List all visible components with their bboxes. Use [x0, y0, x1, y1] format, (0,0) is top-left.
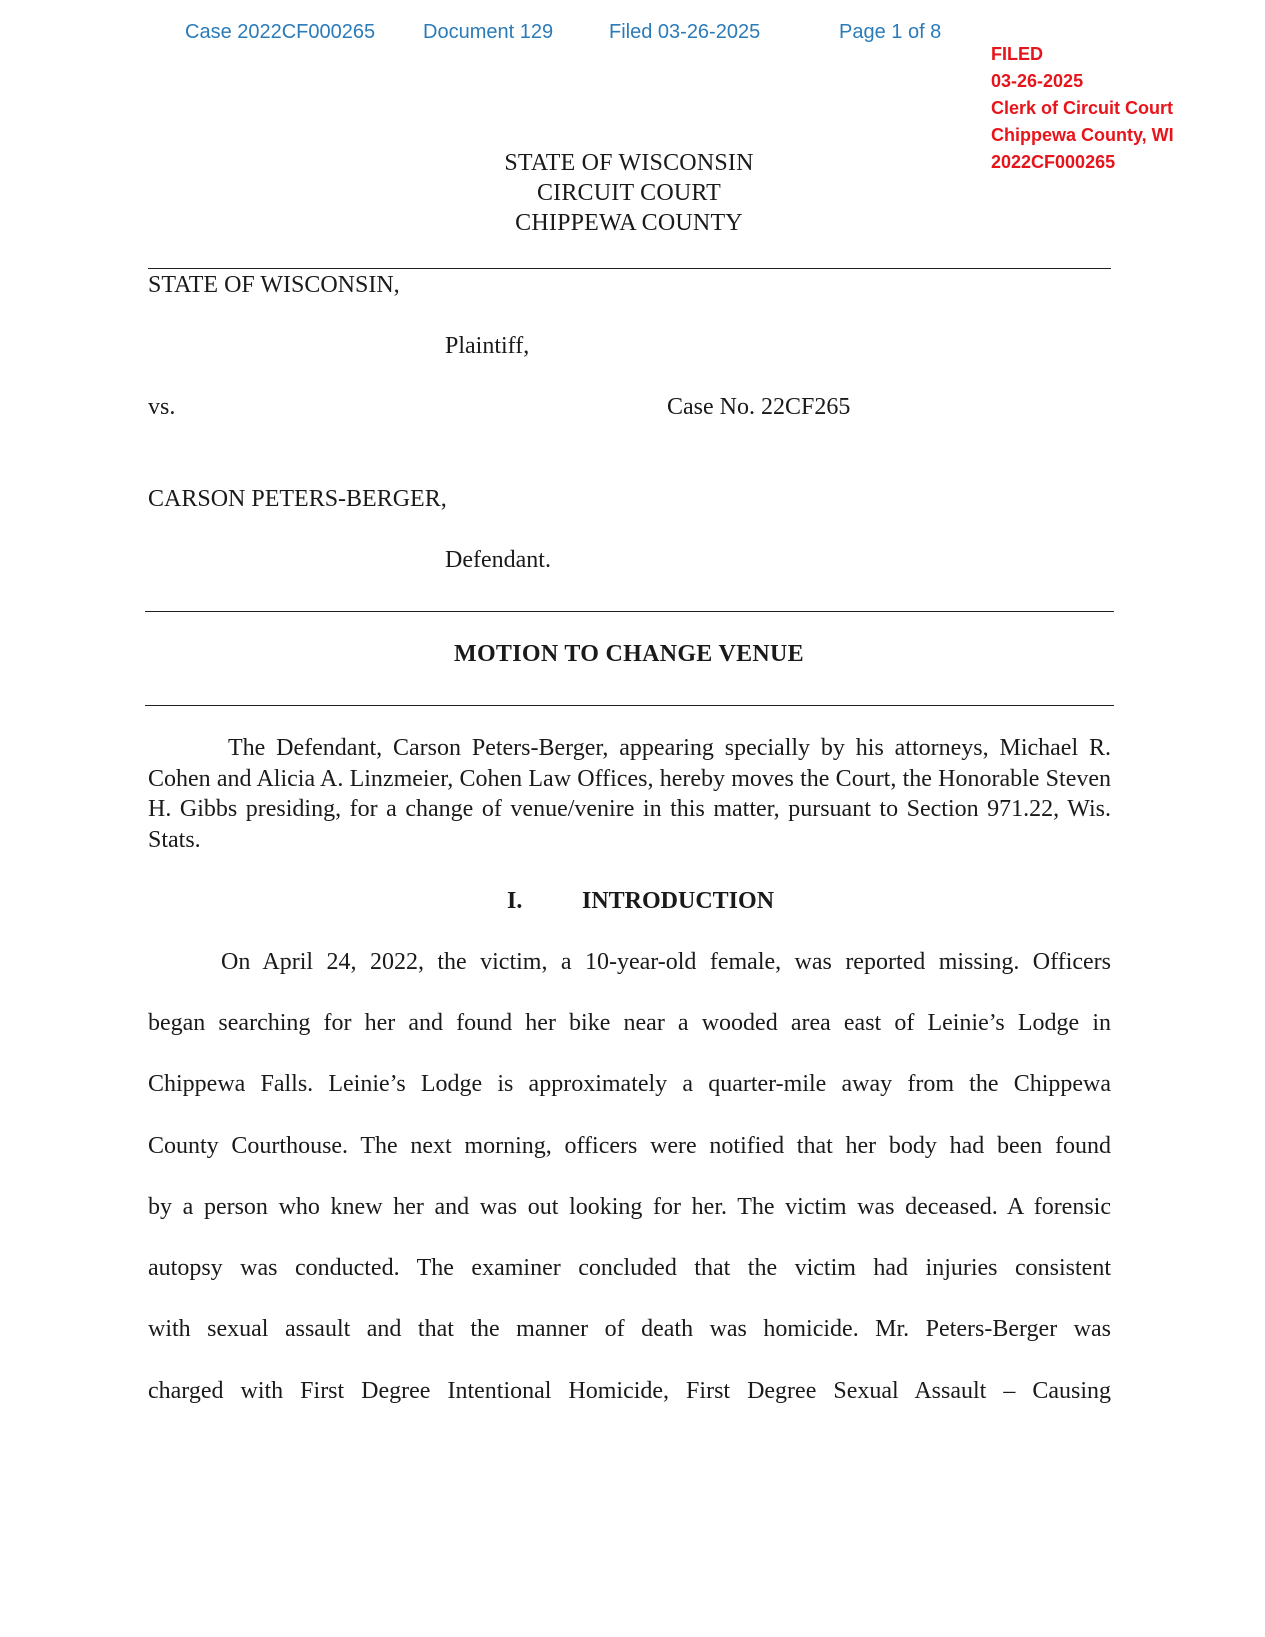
body-line: by a person who knew her and was out looking for her. The victim was deceased. A forensic: [148, 1194, 1111, 1220]
body-line: On April 24, 2022, the victim, a 10-year-old female, was reported missing. Officers: [221, 949, 1111, 975]
versus-label: vs.: [148, 394, 176, 420]
section-number: I.: [507, 888, 523, 914]
motion-title: MOTION TO CHANGE VENUE: [454, 641, 804, 667]
stamp-date: 03-26-2025: [991, 71, 1084, 91]
header-case-number: Case 2022CF000265: [185, 21, 376, 43]
body-line: Chippewa Falls. Leinie’s Lodge is approximately a quarter-mile away from the Chippewa: [148, 1071, 1111, 1097]
section-title: INTRODUCTION: [582, 888, 775, 914]
body-line: charged with First Degree Intentional Homicide, First Degree Sexual Assault – Causing: [148, 1378, 1111, 1404]
title-bottom-rule: [145, 705, 1114, 706]
court-name: CIRCUIT COURT: [536, 180, 722, 206]
stamp-county: Chippewa County, WI: [991, 125, 1174, 145]
body-line: began searching for her and found her bike near a wooded area east of Leinie’s Lodge in: [148, 1010, 1111, 1036]
defendant-name: CARSON PETERS-BERGER,: [148, 486, 447, 512]
stamp-filed: FILED: [991, 44, 1043, 64]
body-line: autopsy was conducted. The examiner concluded that the victim had injuries consistent: [148, 1255, 1111, 1281]
stamp-case-number: 2022CF000265: [991, 152, 1116, 172]
case-number: Case No. 22CF265: [667, 394, 851, 420]
court-state: STATE OF WISCONSIN: [504, 150, 754, 176]
header-page-number: Page 1 of 8: [839, 21, 942, 43]
plaintiff-role: Plaintiff,: [445, 333, 530, 359]
caption-bottom-rule: [145, 611, 1114, 612]
body-line: with sexual assault and that the manner of death was homicide. Mr. Peters-Berger was: [148, 1316, 1111, 1342]
court-county: CHIPPEWA COUNTY: [515, 210, 743, 236]
header-document-number: Document 129: [423, 21, 554, 43]
caption-top-rule: [148, 268, 1111, 269]
stamp-clerk: Clerk of Circuit Court: [991, 98, 1174, 118]
body-line: County Courthouse. The next morning, officers were notified that her body had been found: [148, 1133, 1111, 1159]
intro-paragraph: [148, 733, 1111, 855]
header-filed-date: Filed 03-26-2025: [609, 21, 761, 43]
defendant-role: Defendant.: [445, 547, 551, 573]
plaintiff-name: STATE OF WISCONSIN,: [148, 272, 400, 298]
intro-paragraph-text: The Defendant, Carson Peters-Berger, appearing specially by his attorneys, Michael R. Cohen and Alicia A. Linzmeier, Cohen Law Offices, hereby moves the Court, the Honorable Steven H. Gibbs presiding, for a change of venue/venire in this matter, pursuant to Section 971.22, Wis. Stats.: [148, 735, 1111, 853]
court-title-block: [0, 148, 1258, 238]
